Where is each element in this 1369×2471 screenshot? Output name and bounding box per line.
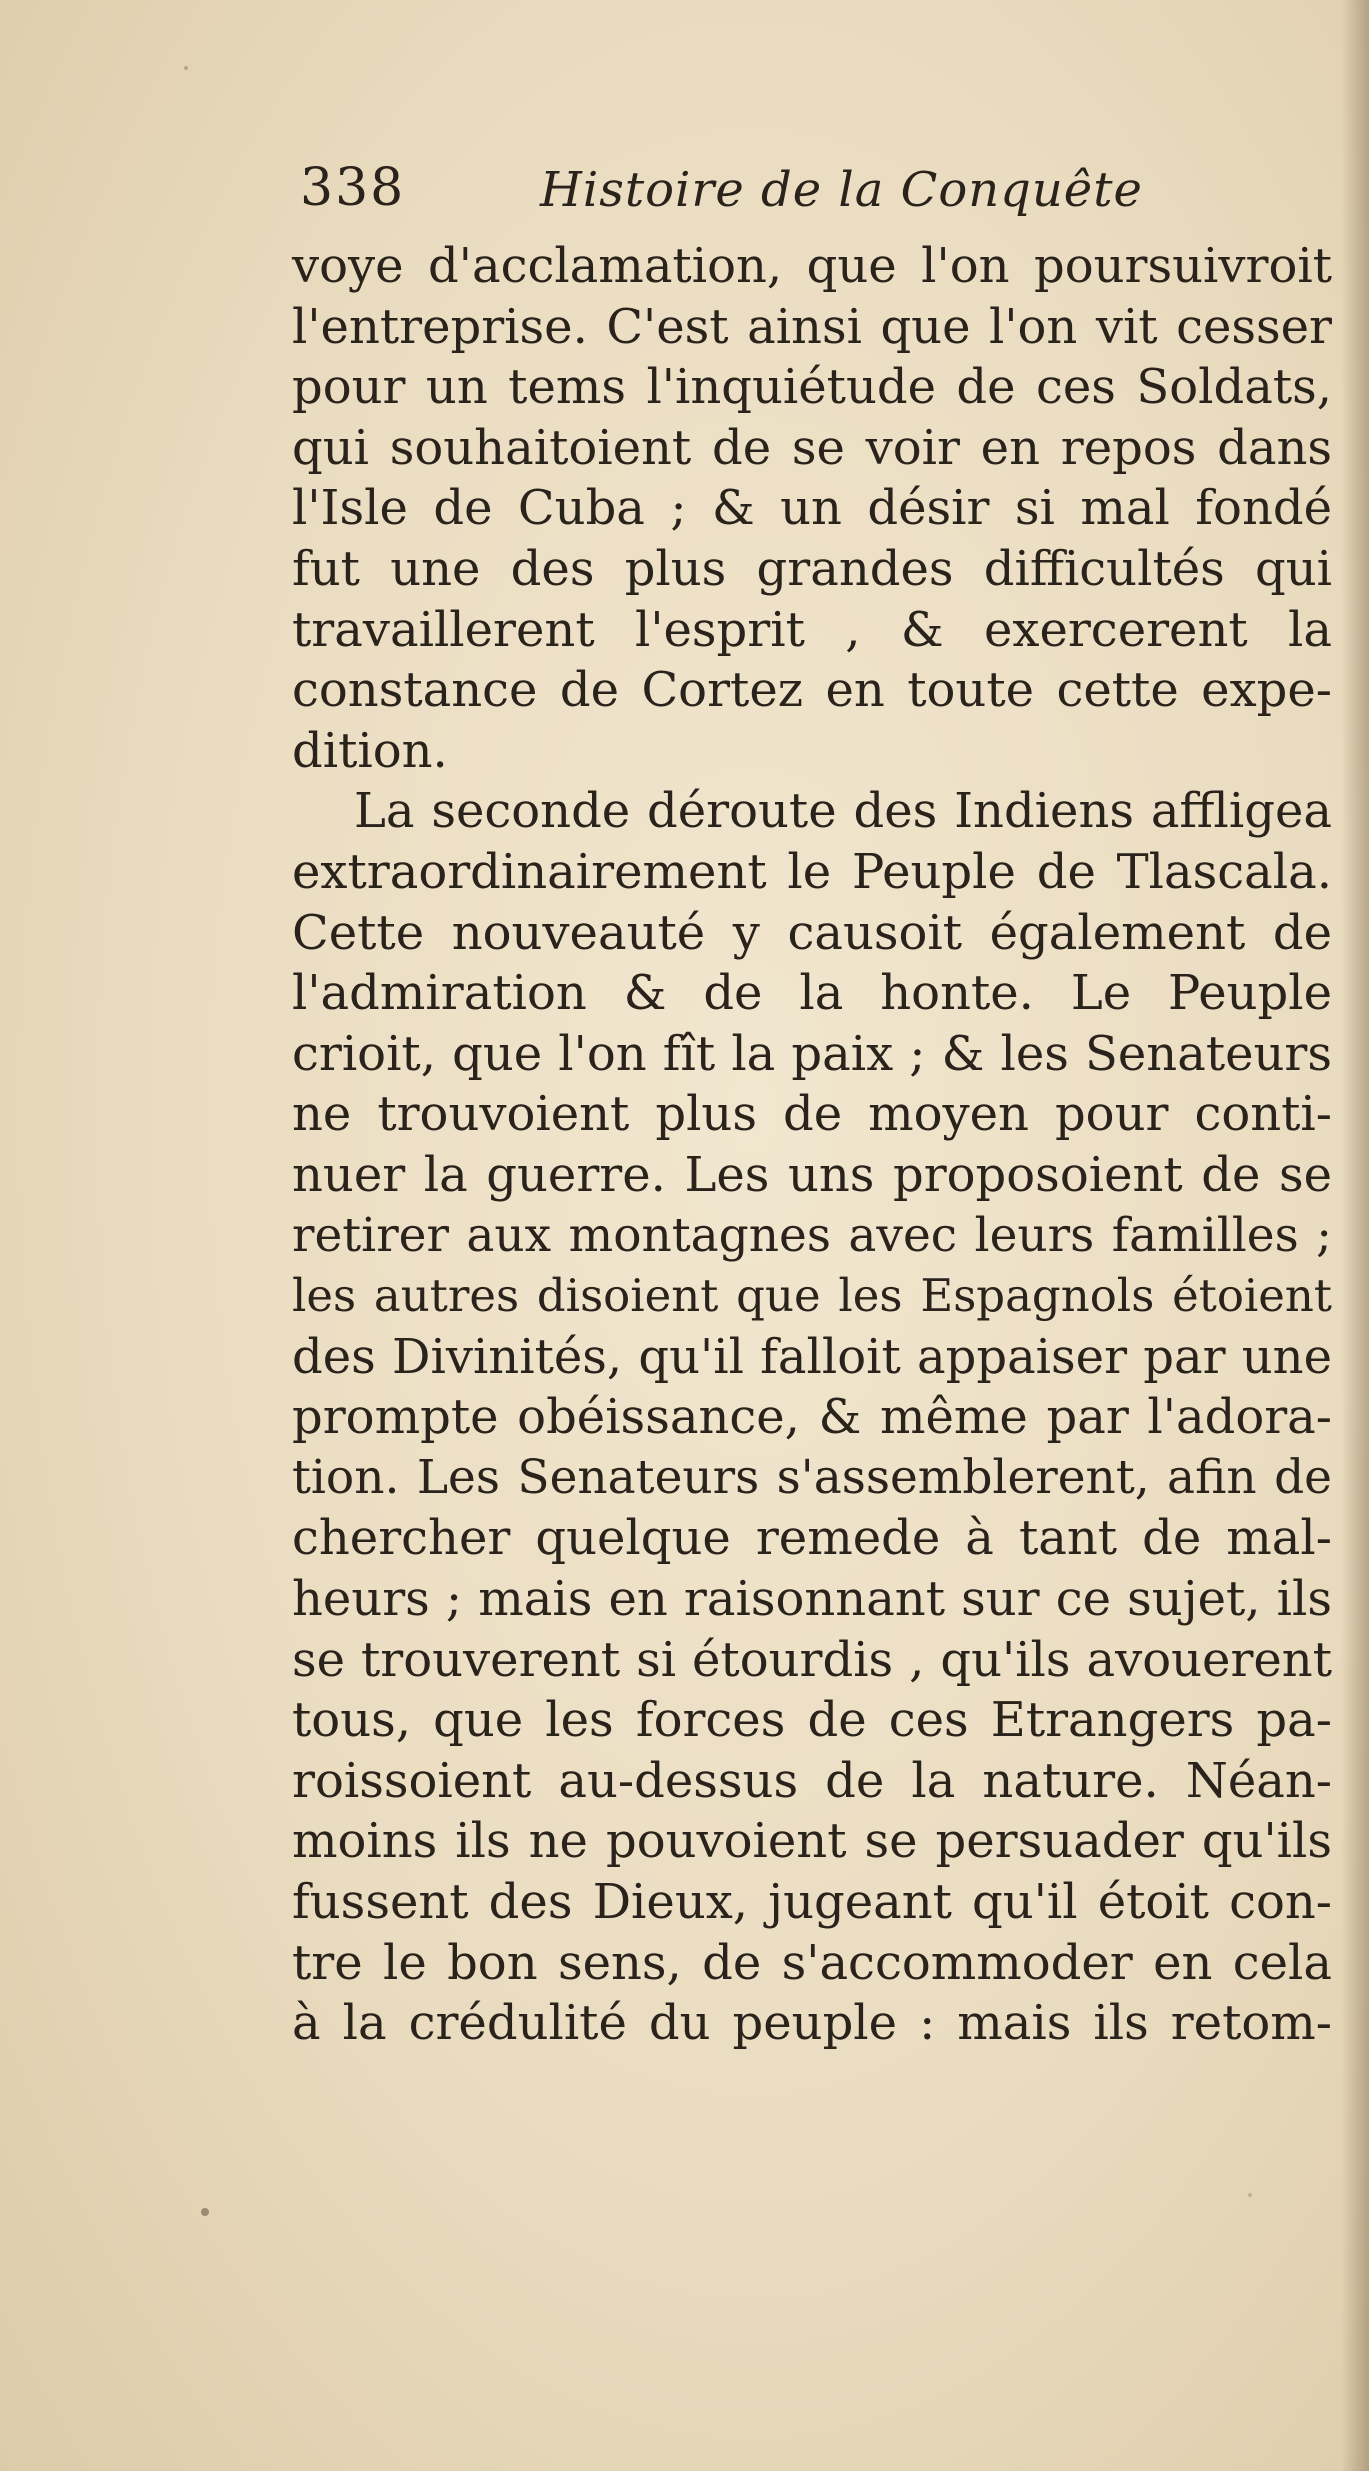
text-line: retirer aux montagnes avec leurs familles ;	[292, 1207, 1332, 1263]
paragraph-start-line: La seconde déroute des Indiens affligea	[354, 783, 1332, 840]
running-title: Histoire de la Conquête	[540, 162, 1143, 218]
text-line: l'entreprise. C'est ainsi que l'on vit cesser	[292, 298, 1332, 355]
text-line: fussent des Dieux, jugeant qu'il étoit con-	[292, 1874, 1332, 1931]
text-line: les autres disoient que les Espagnols étoient	[292, 1269, 1332, 1323]
text-line: extraordinairement le Peuple de Tlascala.	[292, 843, 1332, 900]
text-line: chercher quelque remede à tant de mal-	[292, 1510, 1332, 1567]
page-number: 338	[300, 158, 406, 218]
text-line: tous, que les forces de ces Etrangers pa-	[292, 1692, 1332, 1749]
text-line: roissoient au-dessus de la nature. Néan-	[292, 1752, 1332, 1809]
text-line: crioit, que l'on fît la paix ; & les Senateurs	[292, 1025, 1332, 1082]
text-line: à la crédulité du peuple : mais ils retom-	[292, 1995, 1332, 2052]
text-line: travaillerent l'esprit , & exercerent la	[292, 601, 1332, 658]
text-line: des Divinités, qu'il falloit appaiser par une	[292, 1328, 1332, 1385]
text-line: qui souhaitoient de se voir en repos dans	[292, 419, 1332, 476]
text-line: heurs ; mais en raisonnant sur ce sujet, ils	[292, 1571, 1332, 1628]
text-line: fut une des plus grandes difficultés qui	[292, 540, 1332, 597]
text-line: l'admiration & de la honte. Le Peuple	[292, 965, 1332, 1022]
text-line: Cette nouveauté y causoit également de	[292, 904, 1332, 961]
text-line: constance de Cortez en toute cette expe-	[292, 662, 1332, 719]
text-line: se trouverent si étourdis , qu'ils avouerent	[292, 1631, 1332, 1688]
text-line: voye d'acclamation, que l'on poursuivroit	[292, 238, 1332, 294]
text-line: l'Isle de Cuba ; & un désir si mal fondé	[292, 480, 1332, 537]
text-line: tion. Les Senateurs s'assemblerent, afin de	[292, 1449, 1332, 1505]
text-line: pour un tems l'inquiétude de ces Soldats,	[292, 359, 1332, 416]
text-line: nuer la guerre. Les uns proposoient de se	[292, 1146, 1332, 1203]
text-line: tre le bon sens, de s'accommoder en cela	[292, 1934, 1332, 1991]
text-line: moins ils ne pouvoient se persuader qu'ils	[292, 1813, 1332, 1870]
paragraph-end-line: dition.	[292, 722, 448, 779]
text-line: prompte obéissance, & même par l'adora-	[292, 1389, 1332, 1446]
text-line: ne trouvoient plus de moyen pour conti-	[292, 1086, 1332, 1143]
